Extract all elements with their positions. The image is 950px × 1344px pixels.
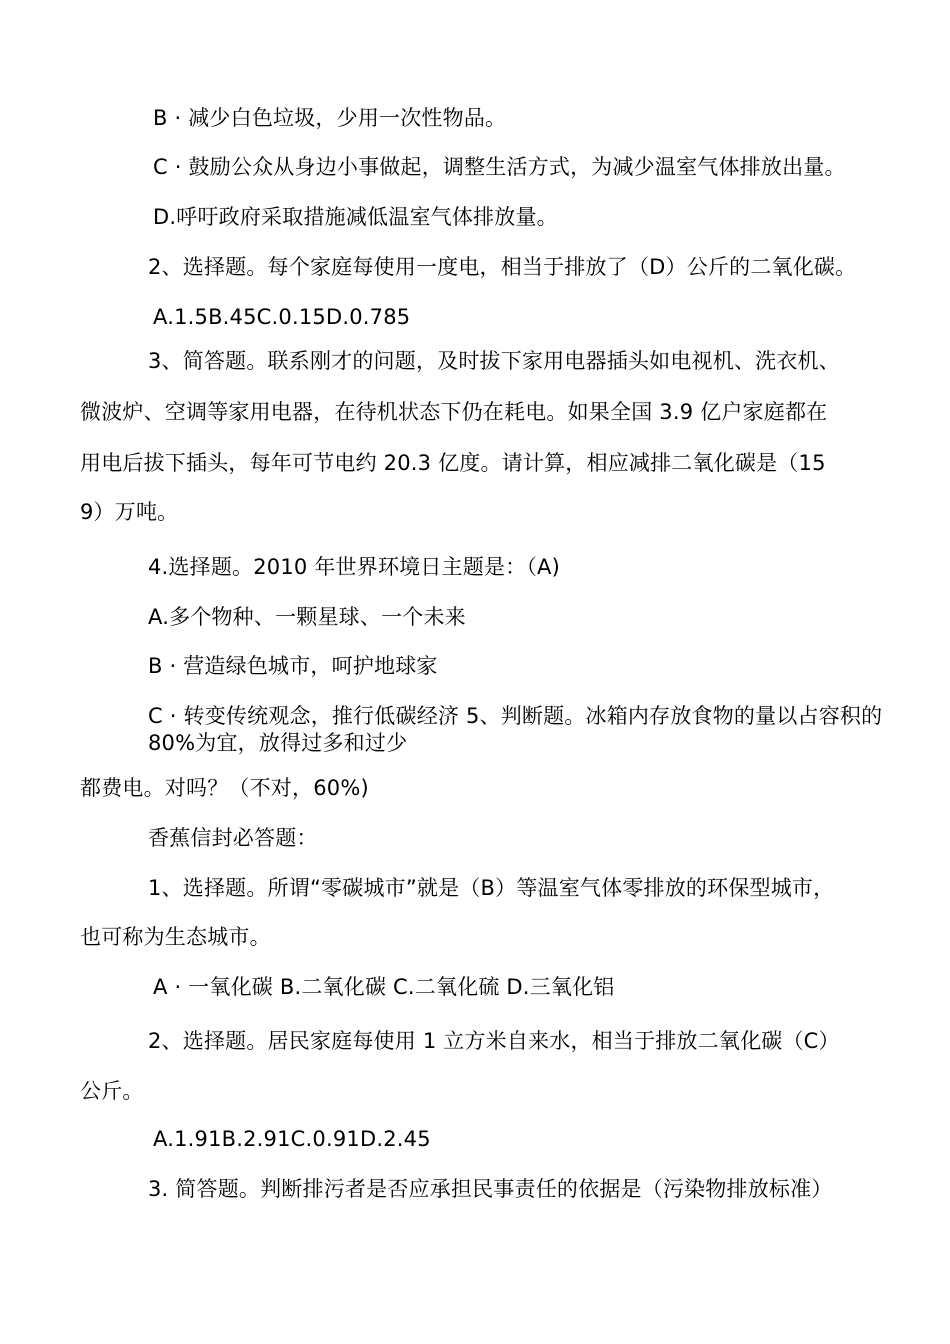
option-c-line: C · 鼓励公众从身边小事做起，调整生活方式，为减少温室气体排放出量。 [153, 155, 846, 179]
question-3b-line: 3. 简答题。判断排污者是否应承担民事责任的依据是（污染物排放标准） [148, 1177, 833, 1201]
question-2b-options: A.1.91B.2.91C.0.91D.2.45 [153, 1127, 431, 1151]
question-1-line-1: 1、选择题。所谓“零碳城市”就是（B）等温室气体零排放的环保型城市， [148, 876, 835, 900]
option-d-line: D.呼吁政府采取措施减低温室气体排放量。 [153, 205, 558, 229]
section-heading: 香蕉信封必答题： [148, 826, 318, 850]
question-4-option-b: B · 营造绿色城市，呵护地球家 [148, 654, 438, 678]
option-b-line: B · 减少白色垃圾，少用一次性物品。 [153, 106, 507, 130]
question-5-line-2: 都费电。对吗？（不对，60%) [80, 776, 369, 800]
question-4-option-a: A.多个物种、一颗星球、一个未来 [148, 605, 466, 629]
question-1-line-2: 也可称为生态城市。 [80, 925, 271, 949]
question-2b-line-2: 公斤。 [80, 1079, 144, 1103]
question-1-options: A · 一氧化碳 B.二氧化碳 C.二氧化硫 D.三氧化铝 [153, 975, 615, 999]
question-2b-line-1: 2、选择题。居民家庭每使用 1 立方米自来水，相当于排放二氧化碳（C） [148, 1029, 840, 1053]
question-2-options: A.1.5B.45C.0.15D.0.785 [153, 305, 411, 329]
question-4-line: 4.选择题。2010 年世界环境日主题是：（A) [148, 555, 561, 579]
question-4-option-c-and-question-5: C · 转变传统观念，推行低碳经济 5、判断题。冰箱内存放食物的量以占容积的 80%为宜，放得过多和过少 [148, 704, 883, 755]
question-3-line-2: 微波炉、空调等家用电器，在待机状态下仍在耗电。如果全国 3.9 亿户家庭都在 [80, 400, 828, 424]
question-3-line-1: 3、简答题。联系刚才的问题，及时拔下家用电器插头如电视机、洗衣机、 [148, 349, 840, 373]
question-3-line-4: 9）万吨。 [80, 500, 179, 524]
question-2-line: 2、选择题。每个家庭每使用一度电，相当于排放了（D）公斤的二氧化碳。 [148, 255, 857, 279]
question-3-line-3: 用电后拔下插头，每年可节电约 20.3 亿度。请计算，相应减排二氧化碳是（15 [80, 451, 826, 475]
